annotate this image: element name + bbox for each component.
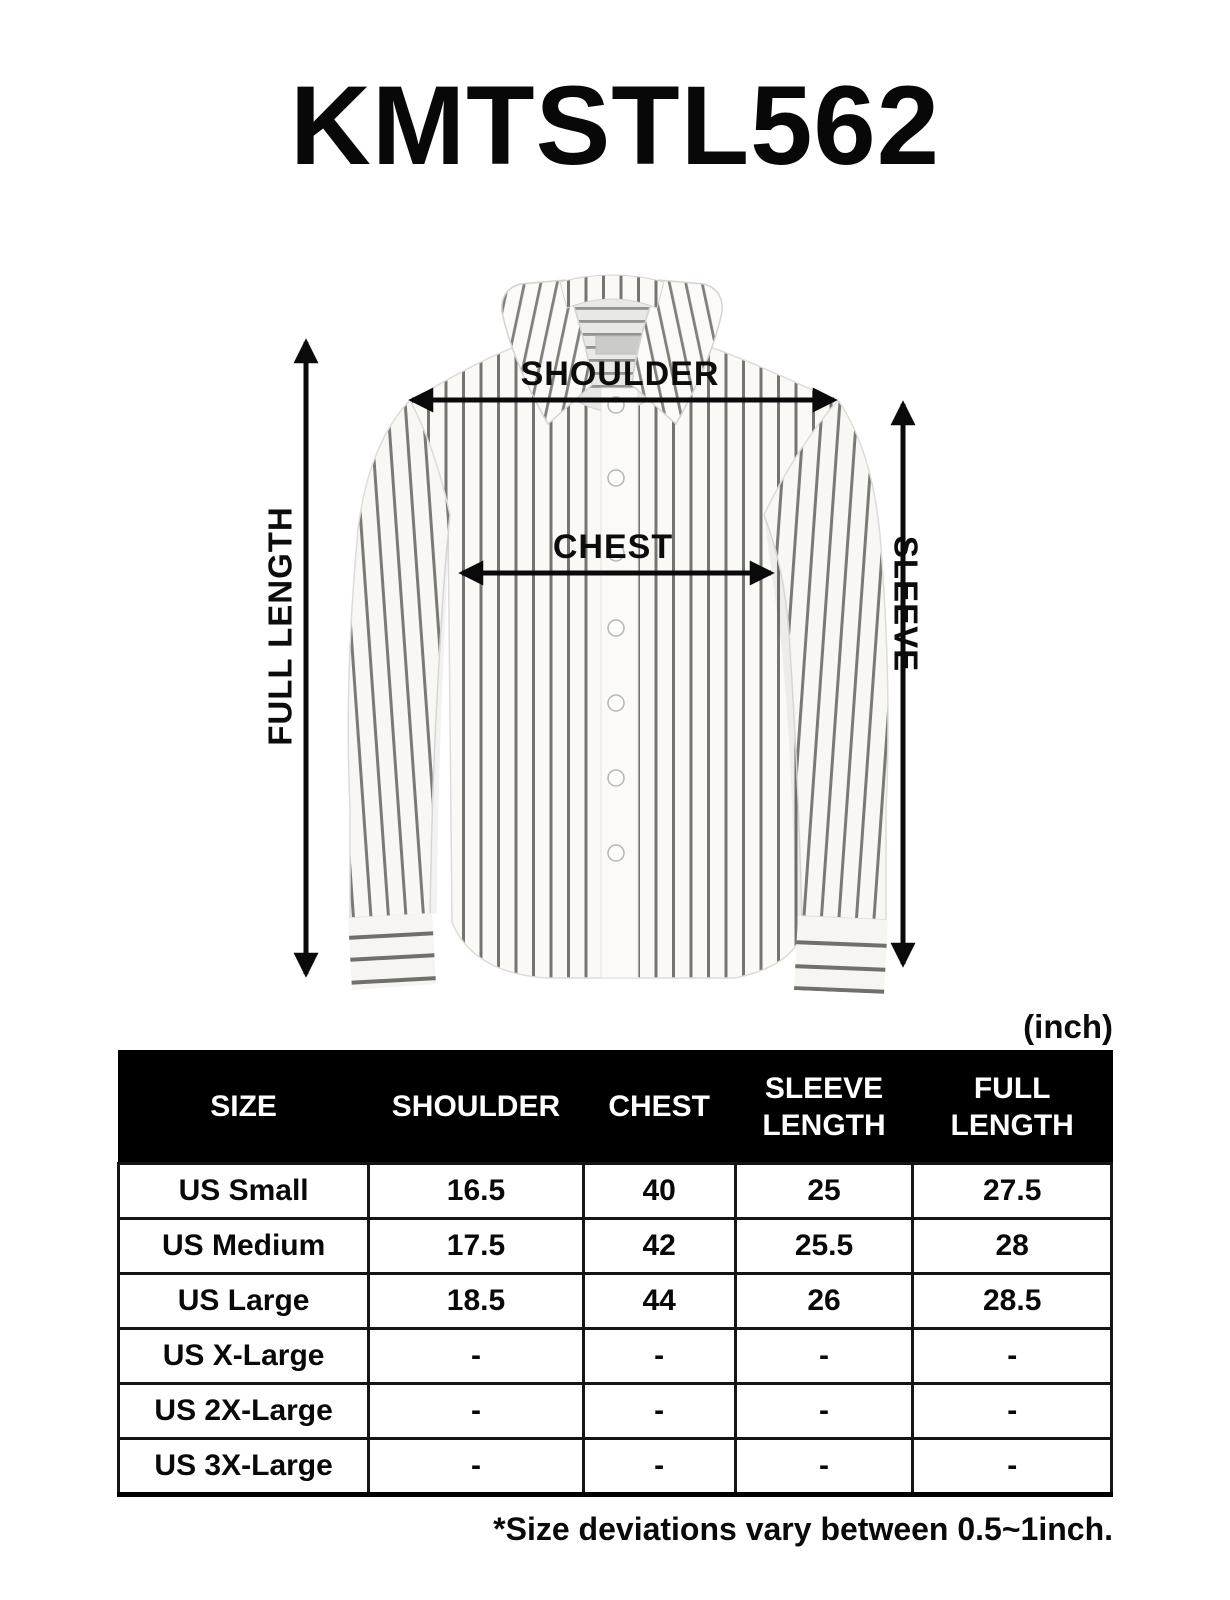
full-length-cell: 28.5: [913, 1274, 1112, 1329]
column-header-shoulder: SHOULDER: [369, 1051, 583, 1164]
shoulder-measure-label: SHOULDER: [520, 355, 720, 393]
shoulder-cell: 17.5: [369, 1219, 583, 1274]
size-table: [117, 1050, 1113, 1497]
sleeve-length-cell: -: [735, 1329, 913, 1384]
sleeve-length-cell: -: [735, 1384, 913, 1439]
full-length-cell: 28: [913, 1219, 1112, 1274]
table-row: [119, 1439, 1112, 1495]
chest-cell: -: [583, 1439, 735, 1495]
sleeve-measure-label: SLEEVE: [887, 535, 925, 673]
sleeve-length-cell: 26: [735, 1274, 913, 1329]
column-header-size: SIZE: [119, 1051, 369, 1164]
column-header-chest: CHEST: [583, 1051, 735, 1164]
shoulder-cell: 18.5: [369, 1274, 583, 1329]
chest-measure-label: CHEST: [552, 528, 674, 566]
table-row: [119, 1384, 1112, 1439]
shoulder-cell: -: [369, 1439, 583, 1495]
shoulder-cell: -: [369, 1329, 583, 1384]
shoulder-cell: -: [369, 1384, 583, 1439]
shirt-measurement-diagram: [0, 250, 1230, 1010]
header-row: [119, 1051, 1112, 1164]
chest-cell: 42: [583, 1219, 735, 1274]
chest-cell: -: [583, 1329, 735, 1384]
full-length-measure-label: FULL LENGTH: [261, 506, 299, 746]
full-length-cell: -: [913, 1384, 1112, 1439]
sleeve-length-cell: 25.5: [735, 1219, 913, 1274]
sleeve-length-cell: 25: [735, 1164, 913, 1219]
size-cell: US Small: [119, 1164, 369, 1219]
table-row: [119, 1164, 1112, 1219]
column-header-full-length: FULL LENGTH: [913, 1051, 1112, 1164]
size-cell: US Medium: [119, 1219, 369, 1274]
sleeve-length-cell: -: [735, 1439, 913, 1495]
size-cell: US 2X-Large: [119, 1384, 369, 1439]
size-cell: US 3X-Large: [119, 1439, 369, 1495]
table-row: [119, 1274, 1112, 1329]
chest-cell: 44: [583, 1274, 735, 1329]
left-cuff: [344, 908, 440, 994]
full-length-cell: -: [913, 1439, 1112, 1495]
unit-label: (inch): [1023, 1008, 1113, 1045]
size-cell: US X-Large: [119, 1329, 369, 1384]
shoulder-cell: 16.5: [369, 1164, 583, 1219]
size-cell: US Large: [119, 1274, 369, 1329]
chest-cell: 40: [583, 1164, 735, 1219]
table-row: [119, 1219, 1112, 1274]
size-deviation-note: *Size deviations vary between 0.5~1inch.: [493, 1511, 1113, 1547]
full-length-cell: 27.5: [913, 1164, 1112, 1219]
page-title: KMTSTL562: [290, 63, 940, 188]
table-row: [119, 1329, 1112, 1384]
chest-cell: -: [583, 1384, 735, 1439]
column-header-sleeve-length: SLEEVE LENGTH: [735, 1051, 913, 1164]
full-length-cell: -: [913, 1329, 1112, 1384]
right-cuff: [790, 910, 892, 1000]
